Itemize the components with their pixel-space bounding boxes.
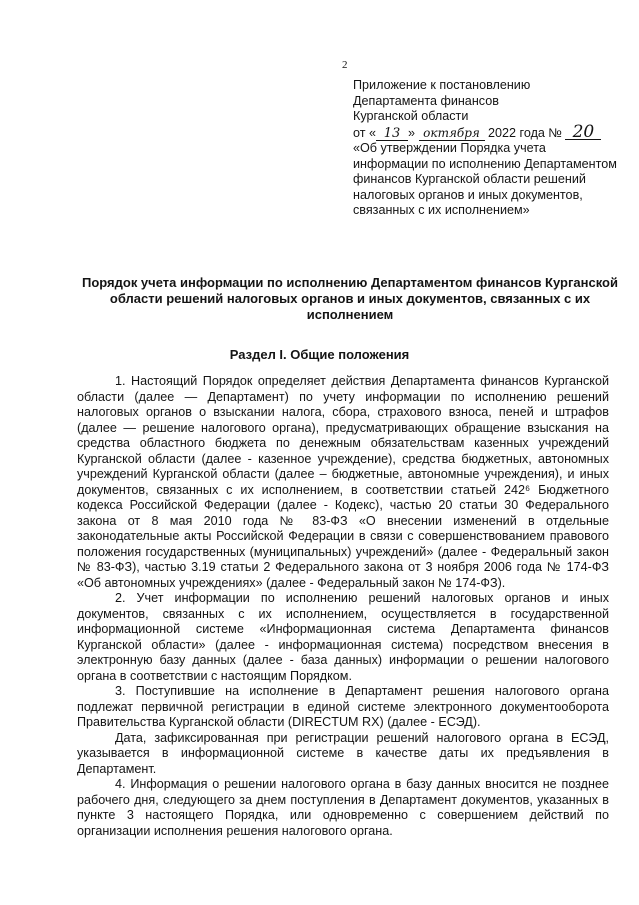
date-year: 2022 года № xyxy=(488,125,562,140)
section-heading: Раздел I. Общие положения xyxy=(229,347,410,362)
appendix-line: Курганской области xyxy=(353,109,469,123)
date-prefix: от « xyxy=(353,125,376,140)
paragraph: Дата, зафиксированная при регистрации решений налогового органа в ЕСЭД, указывается в информационной системе в качестве даты их предъявления в Департамент. xyxy=(77,730,609,776)
appendix-date-line xyxy=(353,121,623,142)
paragraph: 4. Информация о решении налогового органа в базу данных вносится не позднее рабочего дня, следующего за днем поступления в Департамент документов, указанных в пункте 3 настоящего Порядка, или одновременно с совершением действий по организации исполнения решения налогового органа. xyxy=(77,777,609,838)
appendix-line: Приложение к постановлению xyxy=(353,78,531,92)
document-title: Порядок учета информации по исполнению Департаментом финансов Курганской области решений налоговых органов и иных документов, связанных с их исполнением xyxy=(81,275,618,322)
handwritten-day: 13 xyxy=(376,127,408,141)
paragraph: 1. Настоящий Порядок определяет действия Департамента финансов Курганской области (далее — Департамент) по учету информации по исполнению решений налоговых органов о взыскании налога, сбора, страхового взноса, пеней и штрафов (далее — решение налогового органа), предусматривающих обращение взыскания на средства областного бюджета по денежным обязательствам казенных учреждений Курганской области (далее - казенное учреждение), средства бюджетных, автономных учреждений Курганской области (далее – бюджетные, автономные учреждения), и иных документов, связанных с их исполнением, в соответствии статьей 242⁶ Бюджетного кодекса Российской Федерации (далее - Кодекс), частью 20 статьи 30 Федерального закона от 8 мая 2010 года № 83-ФЗ «О внесении изменений в отдельные законодательные акты Российской Федерации в связи с совершенствованием правового положения государственных (муниципальных) учреждений» (далее - Федеральный закон № 83-ФЗ), частью 3.19 статьи 2 Федерального закона от 3 ноября 2006 года № 174-ФЗ «Об автономных учреждениях» (далее - Федеральный закон № 174-ФЗ). xyxy=(77,374,609,590)
paragraph: 2. Учет информации по исполнению решений налоговых органов и иных документов, связанных с их исполнением, осуществляется в государственной информационной системе «Информационная система Департамента финансов Курганской области» (далее - информационная система) посредством внесения в электронную базу данных (далее - база данных) информации о решении налогового органа в соответствии с настоящим Порядком. xyxy=(77,591,609,683)
handwritten-doc-number: 20 xyxy=(565,125,601,140)
handwritten-month: октября xyxy=(419,127,485,141)
page-number: 2 xyxy=(342,59,348,71)
appendix-topic: «Об утверждении Порядка учета информации по исполнению Департаментом финансов Курганской области решений налоговых органов и иных документов, связанных с их исполнением» xyxy=(353,141,617,217)
date-mid: » xyxy=(408,125,416,140)
paragraph: 3. Поступившие на исполнение в Департамент решения налогового органа подлежат первичной регистрации в единой системе электронного документооборота Правительства Курганской области (DIRECTUM RX) (далее - ЕСЭД). xyxy=(77,684,609,729)
appendix-header xyxy=(353,78,623,219)
body-text xyxy=(77,374,609,839)
appendix-line: Департамента финансов xyxy=(353,93,499,108)
